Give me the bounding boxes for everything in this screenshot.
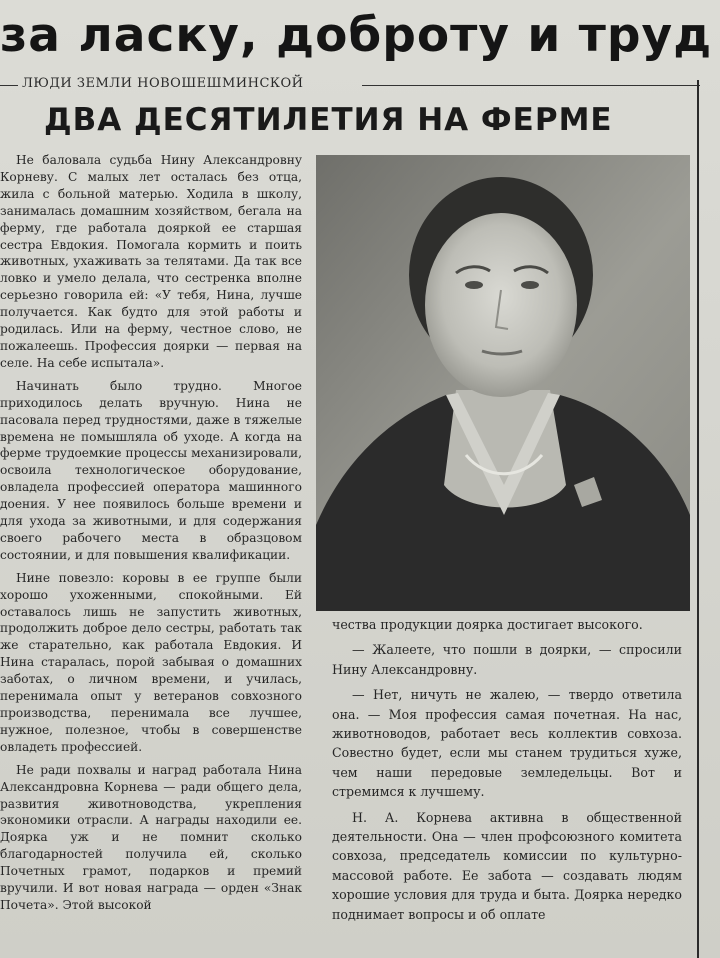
- article-right-column: [332, 615, 682, 958]
- article-paragraph: — Жалеете, что пошли в доярки, — спросили Нину Александровну.: [332, 642, 682, 677]
- rubric-rule-right: [362, 85, 700, 86]
- article-paragraph: Не ради похвалы и наград работала Нина Александровна Корнева — ради общего дела, развития животноводства, укрепления экономики отрасли. А награды находили ее. Доярка уж и не помнит сколько благодарностей получила ей, сколько Почетных грамот, подарков и премий вручили. И вот новая награда — орден «Знак Почета». Этой высокой: [0, 762, 302, 912]
- article-paragraph: Н. А. Корнева активна в общественной деятельности. Она — член профсоюзного комитета совхоза, председатель комиссии по культурно-массовой работе. Ее забота — создавать людям хорошие условия для труда и быта. Доярка нередко поднимает вопросы и об оплате: [332, 809, 682, 922]
- article-left-column: [0, 152, 302, 958]
- rubric-row: [0, 74, 700, 94]
- article-paragraph: Нине повезло: коровы в ее группе были хорошо ухоженными, спокойными. Ей оставалось лишь не запустить животных, продолжить доброе дело сестры, работать так же старательно, как работала Евдокия. И Нина старалась, порой забывая о домашних заботах, о личном времени, и училась, перенимала опыт у ветеранов совхозного производства, перенимала все лучшее, нужное, полезное, чтобы в совершенстве овладеть профессией.: [0, 570, 302, 754]
- article-paragraph: — Нет, ничуть не жалею, — твердо ответила она. — Моя профессия самая почетная. На нас, животноводов, работает весь коллектив совхоза. Совестно будет, если мы станем трудиться хуже, чем наши передовые земледельцы. Вот и стремимся к лучшему.: [332, 687, 682, 800]
- page-banner-headline: за ласку, доброту и труд: [0, 8, 713, 63]
- article-headline: ДВА ДЕСЯТИЛЕТИЯ НА ФЕРМЕ: [44, 102, 613, 138]
- article-paragraph: Начинать было трудно. Многое приходилось делать вручную. Нина не пасовала перед трудностями, даже в тяжелые времена не помышляла об уходе. А когда на ферме трудоемкие процессы механизировали, освоила технологическое оборудование, овладела профессией оператора машинного доения. У нее появилось больше времени и для ухода за животными, и для содержания своего рабочего места в образцовом состоянии, и для повышения квалификации.: [0, 378, 302, 562]
- article-paragraph: Не баловала судьба Нину Александровну Корневу. С малых лет осталась без отца, жила с больной матерью. Ходила в школу, занималась домашним хозяйством, бегала на ферму, где работала дояркой ее старшая сестра Евдокия. Помогала кормить и поить животных, ухаживать за телятами. Да так все ловко и умело делала, что сестренка вполне серьезно говорила ей: «У тебя, Нина, лучше получается. Как будто для этой работы и родилась. Или на ферму, честное слово, не пожалеешь. Профессия доярки — первая на селе. На себе испытала».: [0, 153, 302, 370]
- portrait-photo: [316, 155, 690, 611]
- portrait-photo-graphic: [316, 155, 690, 611]
- column-rule: [697, 80, 699, 958]
- rubric-label: ЛЮДИ ЗЕМЛИ НОВОШЕШМИНСКОЙ: [22, 76, 304, 91]
- article-paragraph: чества продукции доярка достигает высокого.: [332, 617, 643, 632]
- rubric-rule-left: [0, 85, 18, 86]
